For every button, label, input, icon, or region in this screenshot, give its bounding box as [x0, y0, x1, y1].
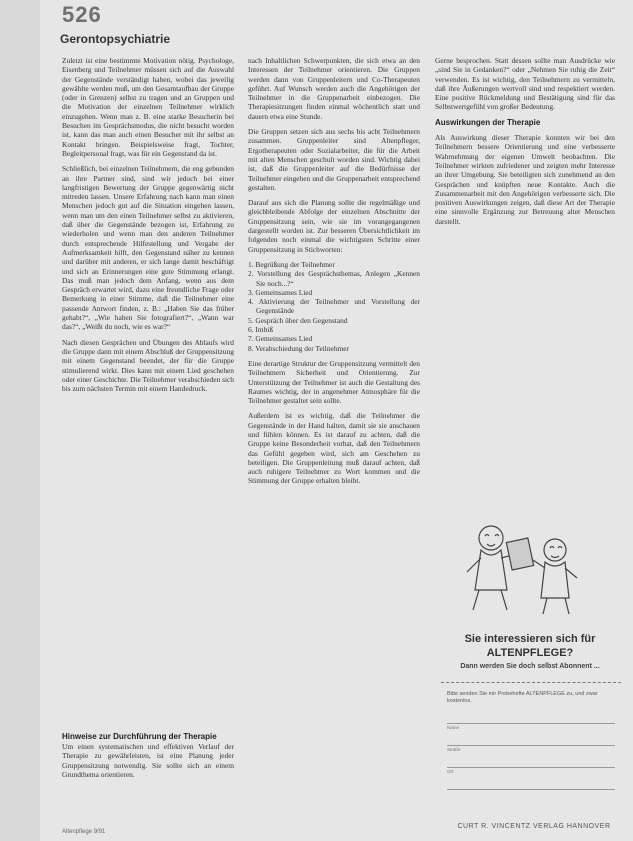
name-field-label: Name	[447, 725, 460, 730]
name-field-line[interactable]	[447, 723, 615, 724]
list-item: 6. Imbiß	[248, 325, 274, 335]
column-1	[62, 56, 234, 399]
signature-field-line[interactable]	[447, 789, 615, 790]
col2-paragraph-4: Eine derartige Struktur der Gruppensitzung vermittelt den Teilnehmern Sicherheit und Orientierung. Zur Unterstützung der Teilnehmer ist auch die Gestaltung des Raumes wichtig, der in angenehmer Atmosphäre für die Teilnehmer gestaltet sein sollte.	[248, 358, 420, 406]
column-2	[248, 56, 420, 492]
col2-paragraph-3: Darauf aus sich die Planung sollte die regelmäßige und gleichbleibende Abfolge der einzelnen Abschnitte der Gruppensitzung sein, wie sie im vorangegangenen dargestellt worden ist. Zur besseren Übersichtlichkeit im folgenden noch einmal die wichtigsten Schritte einer Gruppensitzung in Stichworten:	[248, 198, 420, 254]
section-title: Gerontopsychiatrie	[60, 32, 171, 46]
publisher-name: CURT R. VINCENTZ VERLAG HANNOVER	[457, 823, 611, 830]
col1-paragraph-1: Zuletzt ist eine bestimmte Motivation nötig. Psychologe, Eisenberg und Teilnehmer müssen sich auf die Auswahl der Gegenstände verständigt haben, wobei das jeweilig gewählte werden muß, um den Gesamtaufbau der Gruppe (oder in Grenzen) selbst zu tragen und an Gruppen und die Motivation der einzelnen Teilnehmer wirklich einzugehen. Wenn man z. B. eine starke Besucherin bei Besuchen im Gesprächsmodus, die nicht besucht worden ist, kann das man auch einen Besucher mit ihr selbst an Kontakt bringen. Beispielsweise fragt, Tochter, Begleitpersonal fragt, was für ein Gegenstand da ist.	[62, 56, 234, 158]
coupon-text: Bitte senden Sie mir Probehefte ALTENPFLEGE zu, und zwar kostenlos.	[447, 691, 598, 704]
col3-paragraph-2: Als Auswirkung dieser Therapie konnten wir bei den Teilnehmern bessere Orientierung und eine verbesserte Wahrnehmung der eigenen Umwelt beobachten. Die Teilnehmer wirkten zufriedener und zeigten mehr Interesse an ihrer Umgebung. Sie beteiligten sich zunehmend an den Gesprächen und knüpften neue Kontakte. Auch die Zusammenarbeit mit den Angehörigen verbesserte sich. Die positiven Auswirkungen zeigen, daß diese Art der Therapie eine sinnvolle Ergänzung zur Betreuung alter Menschen darstellt.	[435, 133, 615, 226]
col2-paragraph-2: Die Gruppen setzen sich aus sechs bis acht Teilnehmern zusammen. Gruppenleiter sind Altenpfleger, Ergotherapeuten oder Sozialarbeiter, die für die Arbeit mit alten Menschen geschult worden sind. Wichtig dabei ist, daß die Gruppenleiter auf die Bedürfnisse der Teilnehmer eingehen und die Gruppenarbeit entsprechend gestalten.	[248, 127, 420, 192]
list-item: 5. Gespräch über den Gegenstand	[248, 315, 348, 325]
list-item: 2. Vorstellung des Gesprächsthemas, Anlegen „Kennen Sie noch...?“	[248, 269, 420, 288]
journal-page	[40, 0, 633, 841]
city-field-line[interactable]	[447, 767, 615, 768]
list-item: 7. Gemeinsames Lied	[248, 334, 313, 344]
col3-paragraph-1: Gerne besprochen. Statt dessen sollte man Ausdrücke wie „sind Sie in Gedanken?“ oder „Nehmen Sie ruhig die Zeit“ verwenden. Es ist wichtig, den Teilnehmern zu vermitteln, daß ihre Äußerungen wertvoll sind und respektiert werden. Eine positive Rückmeldung und Bestätigung sind für das Selbstwertgefühl von großer Bedeutung.	[435, 56, 615, 112]
ad-headline-line-1: Sie interessieren sich für	[464, 633, 596, 645]
list-item: 4. Aktivierung der Teilnehmer und Vorstellung der Gegenstände	[248, 297, 420, 316]
list-item: 3. Gemeinsames Lied	[248, 287, 313, 297]
page-footer: Altenpflege 9/91	[62, 829, 106, 835]
ad-headline-line-2: ALTENPFLEGE?	[486, 647, 574, 659]
list-item: 8. Verabschiedung der Teilnehmer	[248, 343, 350, 353]
column-3	[435, 56, 615, 232]
col1-paragraph-3: Nach diesen Gesprächen und Übungen des Ablaufs wird die Gruppe dann mit einem Abschluß der Gruppensitzung mit einem Gegenstand beendet, der für die Gruppe stimulierend wirkt. Dies kann mit einem Lied geschehen oder einer Geschichte. Die Teilnehmer verabschieden sich bis zum nächsten Termin mit einem Handedruck.	[62, 337, 234, 394]
col1-tail-paragraph: Um einen systematischen und effektiven Verlauf der Therapie zu gewährleisten, ist eine Planung jeder Gruppensitzung notwendig. Sie sollte sich an einem Grundthema orientieren.	[62, 742, 234, 779]
list-item: 1. Begrüßung der Teilnehmer	[248, 259, 335, 269]
city-field-label: Ort	[447, 769, 454, 774]
session-steps-list	[248, 260, 420, 353]
advertisement	[435, 470, 625, 830]
street-field-line[interactable]	[447, 745, 615, 746]
col1-paragraph-2: Schließlich, bei einzelnen Teilnehmern, die eng gebunden an ihre Partner sind, sind wir jedoch bei einer langfristigen Bewertung der Gruppe gegenwärtig nicht mitreden lassen. Unsere Erfahrung nach kann man einen Menschen jedoch gut auf die Situation eingehen lassen, wenn man um den einen Teilnehmer selbst zu aktivieren, daß über die Gegenstände bezogen ist, Erfahrung zu wiederholen und wenn man den anderen Teilnehmer durch entsprechende Hilfestellung und Vergabe der Aufmerksamkeit hilft, den Gegenstand näher zu kennen und darüber mit anderen, er sich lange damit beschäftigt und sich an Erinnerungen eine gute Stimmung erlangt. Das muß man jedoch dem Anfang, wenn aus dem Gespräch erwartet wird, dazu eine freundliche Frage oder Bemerkung in einer Stimme, daß die Teilnehmer eine passende Antwort finden, z. B.: „Haben Sie das früher gehabt?“, „Wie haben Sie fotografiert?“, „Wann war das?“, „Weißt du noch, wie es war?“	[62, 164, 234, 332]
ad-headline	[435, 632, 625, 660]
cartoon-illustration	[451, 510, 591, 620]
col2-paragraph-1: nach Inhaltlichen Schwerpunkten, die sich etwa an den Interessen der Teilnehmer orientieren. Die Gruppen werden dann von Gruppenleitern und Co-Therapeuten geführt. Auf Wunsch werden auch die Angehörigen der Teilnehmer in die Gruppenarbeit einbezogen. Die Therapiesitzungen finden einmal wöchentlich statt und dauern etwa eine Stunde.	[248, 56, 420, 121]
page-number: 526	[62, 2, 102, 27]
col1-heading: Hinweise zur Durchführung der Therapie	[62, 732, 217, 741]
street-field-label: Straße	[447, 747, 461, 752]
ad-subline: Dann werden Sie doch selbst Abonnent ...	[460, 663, 600, 670]
col3-heading: Auswirkungen der Therapie	[435, 117, 541, 127]
col2-paragraph-5: Außerdem ist es wichtig, daß die Teilnehmer die Gegenstände in der Hand halten, damit sie sie anschauen und fühlen können. Es ist darauf zu achten, daß die Gruppe keine Besonderheit vorhat, daß den Teilnehmern das Gefühl gegeben wird, sich am Geschehen zu beteiligen. Die Gruppenleitung muß darauf achten, daß auch ruhigere Teilnehmer zu Wort kommen und die Stimmung der Gruppe erhalten bleibt.	[248, 411, 420, 486]
order-coupon[interactable]	[441, 682, 621, 830]
